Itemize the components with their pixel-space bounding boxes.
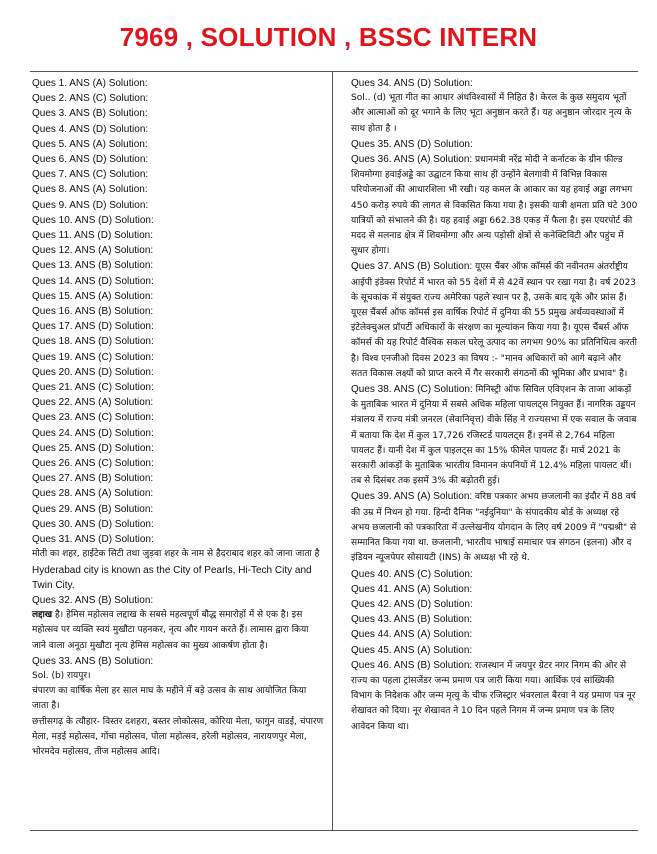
answer-list-1-31 (32, 76, 324, 547)
q46-paragraph (351, 658, 638, 735)
answer-line: Ques 8. ANS (A) Solution: (32, 184, 148, 196)
q36-paragraph (351, 152, 638, 259)
left-column (32, 76, 324, 760)
answer-line: Ques 31. ANS (D) Solution: (32, 534, 154, 546)
answer-line: Ques 40. ANS (C) Solution: (351, 568, 473, 580)
q32-text (32, 608, 324, 654)
q34-text: Sol.. (d) भूता गीत का आधार अंधविश्वासों में निहित है। केरल के कुछ समुदाय भूतों और आत्माओं को दूर भगाने के लिए भूटा अनुष्ठान करते हैं। यह अनुष्ठान जोरदार नृत्य के साथ होता है । (351, 93, 632, 134)
q32-heading: Ques 32. ANS (B) Solution: (32, 594, 154, 606)
q37-paragraph (351, 259, 638, 382)
answer-line: Ques 9. ANS (D) Solution: (32, 199, 149, 211)
answer-line: Ques 18. ANS (D) Solution: (32, 336, 154, 348)
answer-line: Ques 21. ANS (C) Solution: (32, 382, 154, 394)
answer-line: Ques 13. ANS (B) Solution: (32, 260, 154, 272)
q38-heading: Ques 38. ANS (C) Solution: (351, 384, 473, 396)
right-column (351, 76, 638, 735)
q33-line-3: छत्तीसगढ़ के त्यौहार- विस्तर दशहरा, बस्तर लोकोत्सव, कोरिया मेला, फागुन वाडई, चंपारण मेला, मड़ई महोत्सव, गोंचा महोत्सव, पोला महोत्सव, हरेली महोत्सव, नारायणपुर मेला, भोरमदेव महोत्सव, तीज महोत्सव आदि। (32, 716, 324, 757)
answer-line: Ques 1. ANS (A) Solution: (32, 78, 148, 89)
answer-line: Ques 28. ANS (A) Solution: (32, 488, 154, 500)
answer-line: Ques 20. ANS (D) Solution: (32, 366, 154, 378)
page-title: 7969 , SOLUTION , BSSC INTERN (119, 22, 538, 52)
q33-heading: Ques 33. ANS (B) Solution: (32, 655, 154, 667)
answer-line: Ques 26. ANS (C) Solution: (32, 458, 154, 470)
q37-heading: Ques 37. ANS (B) Solution: (351, 261, 473, 273)
q46-heading: Ques 46. ANS (B) Solution: (351, 659, 473, 671)
answer-line: Ques 41. ANS (A) Solution: (351, 583, 473, 595)
answer-line: Ques 11. ANS (D) Solution: (32, 230, 153, 242)
q34-heading: Ques 34. ANS (D) Solution: (351, 78, 473, 89)
answer-line: Ques 23. ANS (C) Solution: (32, 412, 154, 424)
q35-heading: Ques 35. ANS (D) Solution: (351, 138, 473, 150)
q31-hindi-text: मोती का शहर, हाईटेक सिटी तथा जुड़वा शहर के नाम से हैदराबाद शहर को जाना जाता है (32, 549, 320, 560)
answer-line: Ques 4. ANS (D) Solution: (32, 123, 149, 135)
q39-heading: Ques 39. ANS (A) Solution: (351, 491, 473, 503)
answer-line: Ques 2. ANS (C) Solution: (32, 93, 149, 105)
answer-line: Ques 45. ANS (A) Solution: (351, 644, 473, 656)
q37-text: यूएस चैंबर ऑफ कॉमर्स की नवीनतम अंतर्राष्ट्रीय आईपी इंडेक्स रिपोर्ट में भारत को 55 देशों में से 42वें स्थान पर रखा गया है। वर्ष 2023 के सूचकांक में संयुक्त राज्य अमेरिका पहले स्थान पर है, उसके बाद यूके और फ्रांस हैं। यूएस चैंबर्स ऑफ कॉमर्स इस वार्षिक रिपोर्ट में दुनिया की 55 प्रमुख अर्थव्यवस्थाओं में इंटेलेक्चुअल प्रॉपर्टी अधिकारों के संरक्षण का मूल्यांकन किया गया है। यूएस चैंबर्स ऑफ कॉमर्स की यह रिपोर्ट वैश्विक सकल घरेलू उत्पाद का लगभग 90% का प्रतिनिधित्व करती है। विश्व एनजीओ दिवस 2023 का विषय :- "मानव अधिकारों को आगे बढ़ाने और सतत विकास लक्ष्यों को प्राप्त करने में गैर सरकारी संगठनों की भूमिका और प्रभाव" है। (351, 262, 637, 379)
answer-line: Ques 27. ANS (B) Solution: (32, 473, 154, 485)
q46-text: राजस्थान में जयपुर ग्रेटर नगर निगम की ओर से राज्य का पहला ट्रांसजेंडर जन्म प्रमाण पत्र जारी किया गया। आर्थिक एवं सांख्यिकी विभाग के निदेशक और जन्म मृत्यु के चीफ रजिस्ट्रार भंवरलाल बैरवा ने यह प्रमाण पत्र नूर शेखावत को दिया। नूर शेखावत ने 10 दिन पहले निगम में जन्म प्रमाण पत्र के लिए आवेदन किया था। (351, 660, 636, 732)
answer-list-40-45 (351, 567, 638, 658)
answer-line: Ques 43. ANS (B) Solution: (351, 614, 473, 626)
q32-bold-term: लद्दाख (32, 610, 53, 621)
answer-line: Ques 19. ANS (C) Solution: (32, 351, 154, 363)
q36-heading: Ques 36. ANS (A) Solution: (351, 154, 473, 166)
answer-line: Ques 29. ANS (B) Solution: (32, 503, 154, 515)
q39-paragraph (351, 489, 638, 566)
answer-line: Ques 22. ANS (A) Solution: (32, 397, 154, 409)
q31-english-text: Hyderabad city is known as the City of Pearls, Hi-Tech City and Twin City. (32, 564, 312, 591)
answer-line: Ques 30. ANS (D) Solution: (32, 518, 154, 530)
q39-text: वरिष्ठ पत्रकार अभय छजलानी का इंदौर में 88 वर्ष की उम्र में निधन हो गया. हिन्दी दैनिक "नईदुनिया" के संपादकीय बोर्ड के अध्यक्ष रहे अभय छजलानी को पत्रकारिता में उल्लेखनीय योगदान के लिए वर्ष 2009 में "पद्मश्री" से सम्मानित किया गया था. छजलानी, भारतीय भाषाई समाचार पत्र संगठन (इलना) और द इंडियन न्यूजपेपर सोसायटी (INS) के अध्यक्ष भी रहे थे. (351, 492, 637, 564)
q33-line-2: चंपारण का वार्षिक मेला हर साल माघ के महीने में बड़े उत्सव के साथ आयोजित किया जाता है। (32, 686, 307, 712)
answer-line: Ques 15. ANS (A) Solution: (32, 290, 154, 302)
answer-line: Ques 17. ANS (D) Solution: (32, 321, 154, 333)
q36-text: प्रधानमंत्री नरेंद्र मोदी ने कर्नाटक के ग्रीन फील्ड शिवमोग्गा हवाईअड्डे का उद्घाटन किया साथ ही उन्होंने बेलगावी में विभिन्न विकास परियोजनाओं की आधारशिला भी रखी। यह कमल के आकार का यह हवाई अड्डा लगभग 450 करोड़ रुपये की लागत से विकसित किया गया है। इसकी यात्री क्षमता प्रति घंटे 300 यात्रियों को संभालने की है। यह हवाई अड्डा 662.38 एकड़ में फैला है। इस एयरपोर्ट की मदद से मलनाड क्षेत्र में शिवमोग्गा और अन्य पड़ोसी क्षेत्रों से कनेक्टिविटी और पहुंच में सुधार होगा। (351, 155, 638, 257)
answer-line: Ques 7. ANS (C) Solution: (32, 169, 149, 181)
answer-line: Ques 14. ANS (D) Solution: (32, 275, 154, 287)
answer-line: Ques 44. ANS (A) Solution: (351, 629, 473, 641)
answer-line: Ques 10. ANS (D) Solution: (32, 214, 154, 226)
q38-text: मिनिस्ट्री ऑफ सिविल एविएशन के ताजा आंकड़ों के मुताबिक भारत में दुनिया में सबसे अधिक महिला पायलट्स नियुक्त हैं। नागरिक उड्डयन मंत्रालय में राज्य मंत्री जनरल (सेवानिवृत्त) वीके सिंह ने राज्यसभा में एक सवाल के जवाब में बताया कि देश में कुल 17,726 रजिस्टर्ड पायलट्स हैं। इनमें से 2,764 महिला पायलट हैं। यानी देश में कुल पाइलट्स का 15% फीमेल पायलट हैं। मार्च 2021 के सरकारी आंकड़ों के मुताबिक भारतीय विमानन कंपनियों में 12.4% महिला पायलट थीं। तब से दिसंबर तक इसमें 3% की बढ़ोतरी हुई। (351, 385, 637, 487)
q38-paragraph (351, 382, 638, 489)
answer-line: Ques 12. ANS (A) Solution: (32, 245, 154, 257)
answer-line: Ques 5. ANS (A) Solution: (32, 138, 148, 150)
q32-body: है। हेमिस महोत्सव लद्दाख के सबसे महत्वपूर्ण बौद्ध समारोहों में से एक है। इस महोत्सव पर व्यक्ति स्वयं मुखौटा पहनकर, नृत्य और गायन करते हैं। लामास द्वारा किया जाने वाला अनूठा मुखौटा नृत्य हेमिस महोत्सव का मुख्य आकर्षण होता है। (32, 610, 309, 651)
answer-line: Ques 16. ANS (B) Solution: (32, 306, 154, 318)
answer-line: Ques 42. ANS (D) Solution: (351, 598, 473, 610)
column-divider (332, 72, 333, 830)
answer-line: Ques 24. ANS (D) Solution: (32, 427, 154, 439)
q33-line-1: Sol. (b) रायपुर। (32, 670, 91, 681)
answer-line: Ques 25. ANS (D) Solution: (32, 442, 154, 454)
answer-line: Ques 3. ANS (B) Solution: (32, 108, 148, 120)
answer-line: Ques 6. ANS (D) Solution: (32, 154, 149, 166)
